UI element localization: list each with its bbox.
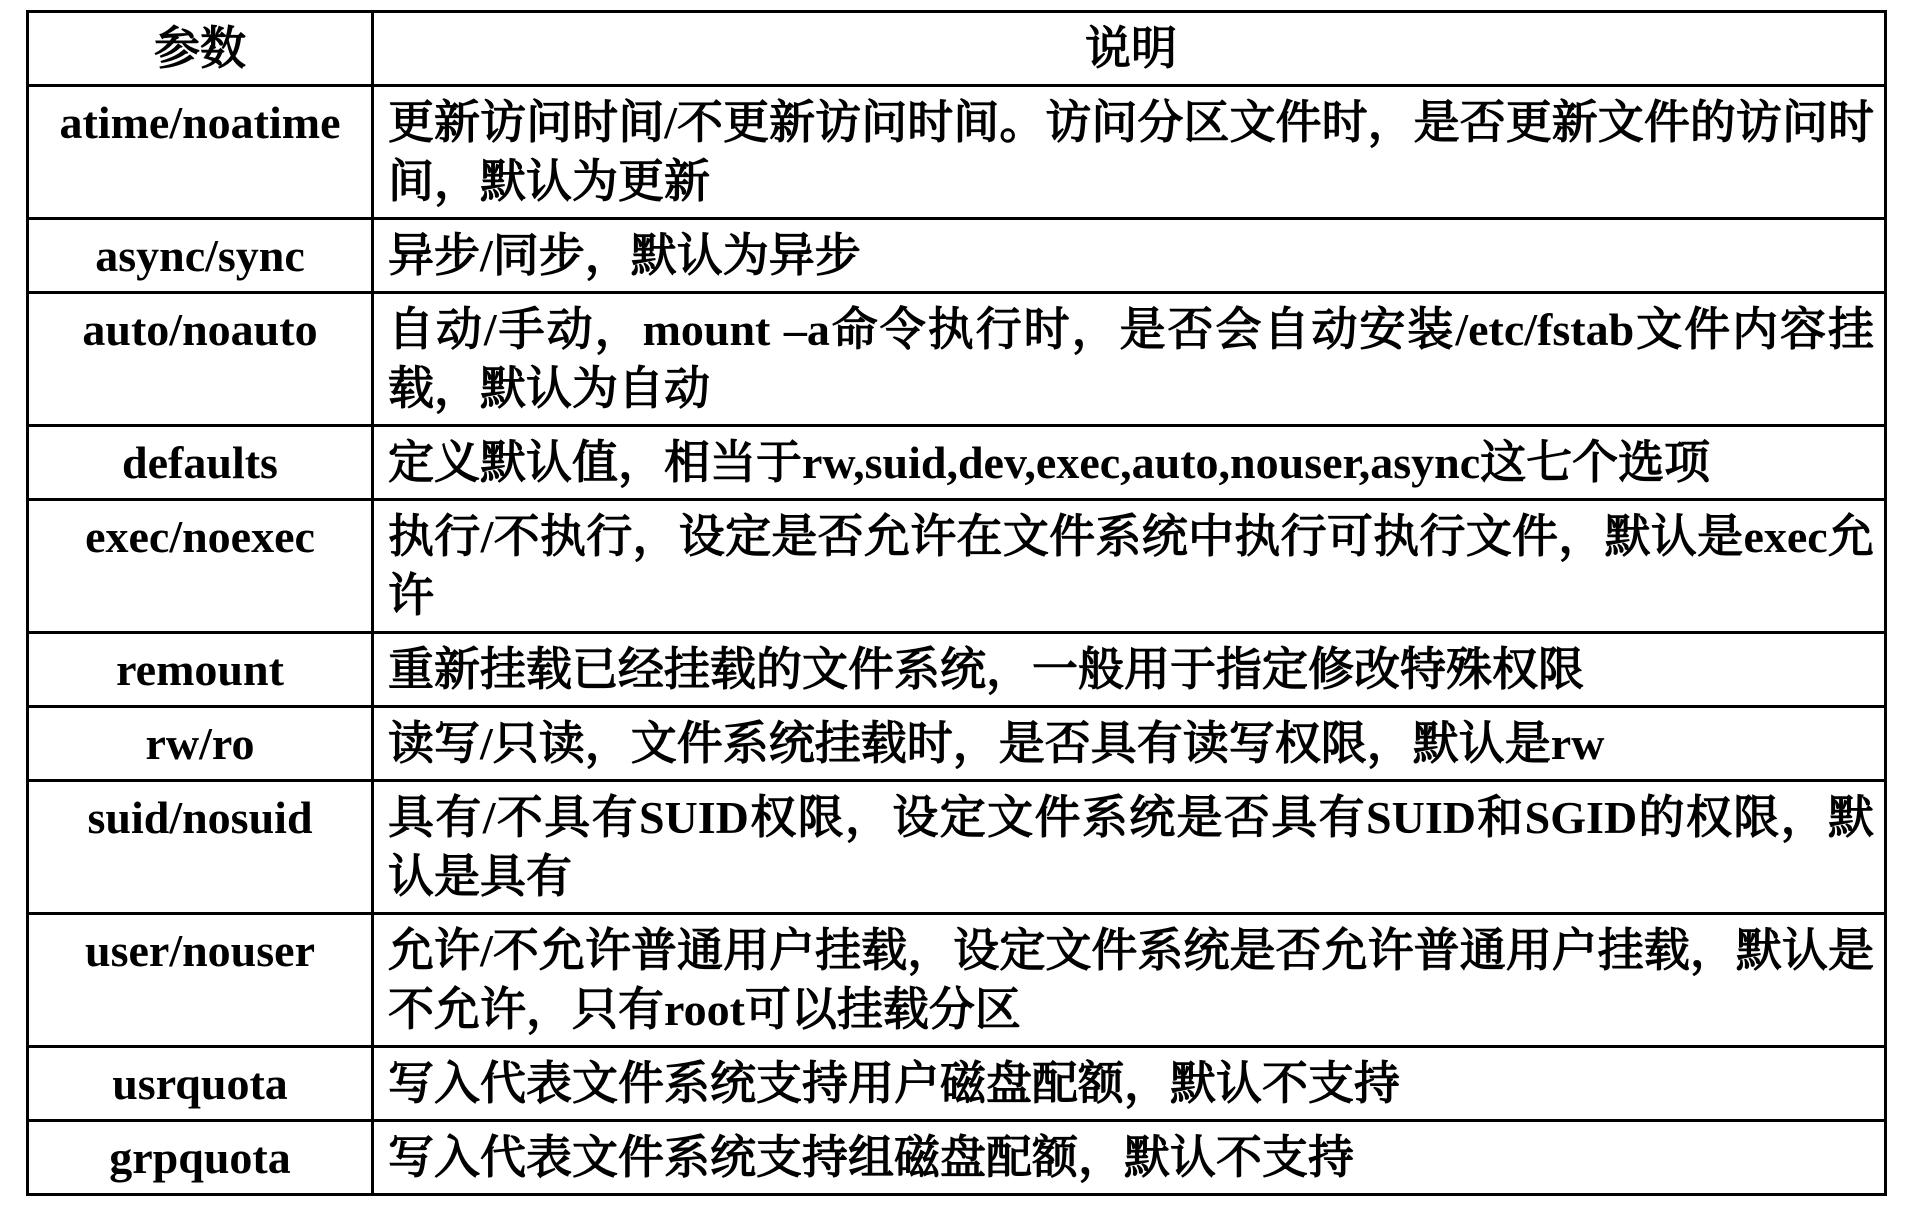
desc-cell: 自动/手动，mount –a命令执行时，是否会自动安装/etc/fstab文件内容挂载，默认为自动 <box>373 293 1886 426</box>
param-cell: user/nouser <box>28 914 373 1047</box>
table-row <box>28 914 1886 1047</box>
desc-cell: 异步/同步，默认为异步 <box>373 219 1886 293</box>
param-cell: remount <box>28 633 373 707</box>
param-cell: usrquota <box>28 1047 373 1121</box>
desc-cell: 重新挂载已经挂载的文件系统，一般用于指定修改特殊权限 <box>373 633 1886 707</box>
table-row <box>28 1121 1886 1195</box>
param-cell: defaults <box>28 426 373 500</box>
table-row <box>28 426 1886 500</box>
table-row <box>28 86 1886 219</box>
table-header-row <box>28 12 1886 86</box>
desc-cell: 写入代表文件系统支持用户磁盘配额，默认不支持 <box>373 1047 1886 1121</box>
mount-options-table <box>26 10 1887 1196</box>
param-cell: auto/noauto <box>28 293 373 426</box>
desc-cell: 写入代表文件系统支持组磁盘配额，默认不支持 <box>373 1121 1886 1195</box>
param-cell: suid/nosuid <box>28 781 373 914</box>
param-cell: grpquota <box>28 1121 373 1195</box>
table-row <box>28 633 1886 707</box>
desc-cell: 读写/只读，文件系统挂载时，是否具有读写权限，默认是rw <box>373 707 1886 781</box>
desc-cell: 定义默认值，相当于rw,suid,dev,exec,auto,nouser,async这七个选项 <box>373 426 1886 500</box>
param-cell: atime/noatime <box>28 86 373 219</box>
param-cell: rw/ro <box>28 707 373 781</box>
param-cell: exec/noexec <box>28 500 373 633</box>
desc-cell: 执行/不执行，设定是否允许在文件系统中执行可执行文件，默认是exec允许 <box>373 500 1886 633</box>
mount-options-sheet <box>26 10 1884 1196</box>
table-row <box>28 781 1886 914</box>
header-desc: 说明 <box>373 12 1886 86</box>
table-row <box>28 500 1886 633</box>
header-param: 参数 <box>28 12 373 86</box>
desc-cell: 允许/不允许普通用户挂载，设定文件系统是否允许普通用户挂载，默认是不允许，只有root可以挂载分区 <box>373 914 1886 1047</box>
table-row <box>28 293 1886 426</box>
table-row <box>28 707 1886 781</box>
table-row <box>28 1047 1886 1121</box>
desc-cell: 更新访问时间/不更新访问时间。访问分区文件时，是否更新文件的访问时间，默认为更新 <box>373 86 1886 219</box>
param-cell: async/sync <box>28 219 373 293</box>
desc-cell: 具有/不具有SUID权限，设定文件系统是否具有SUID和SGID的权限，默认是具有 <box>373 781 1886 914</box>
table-row <box>28 219 1886 293</box>
